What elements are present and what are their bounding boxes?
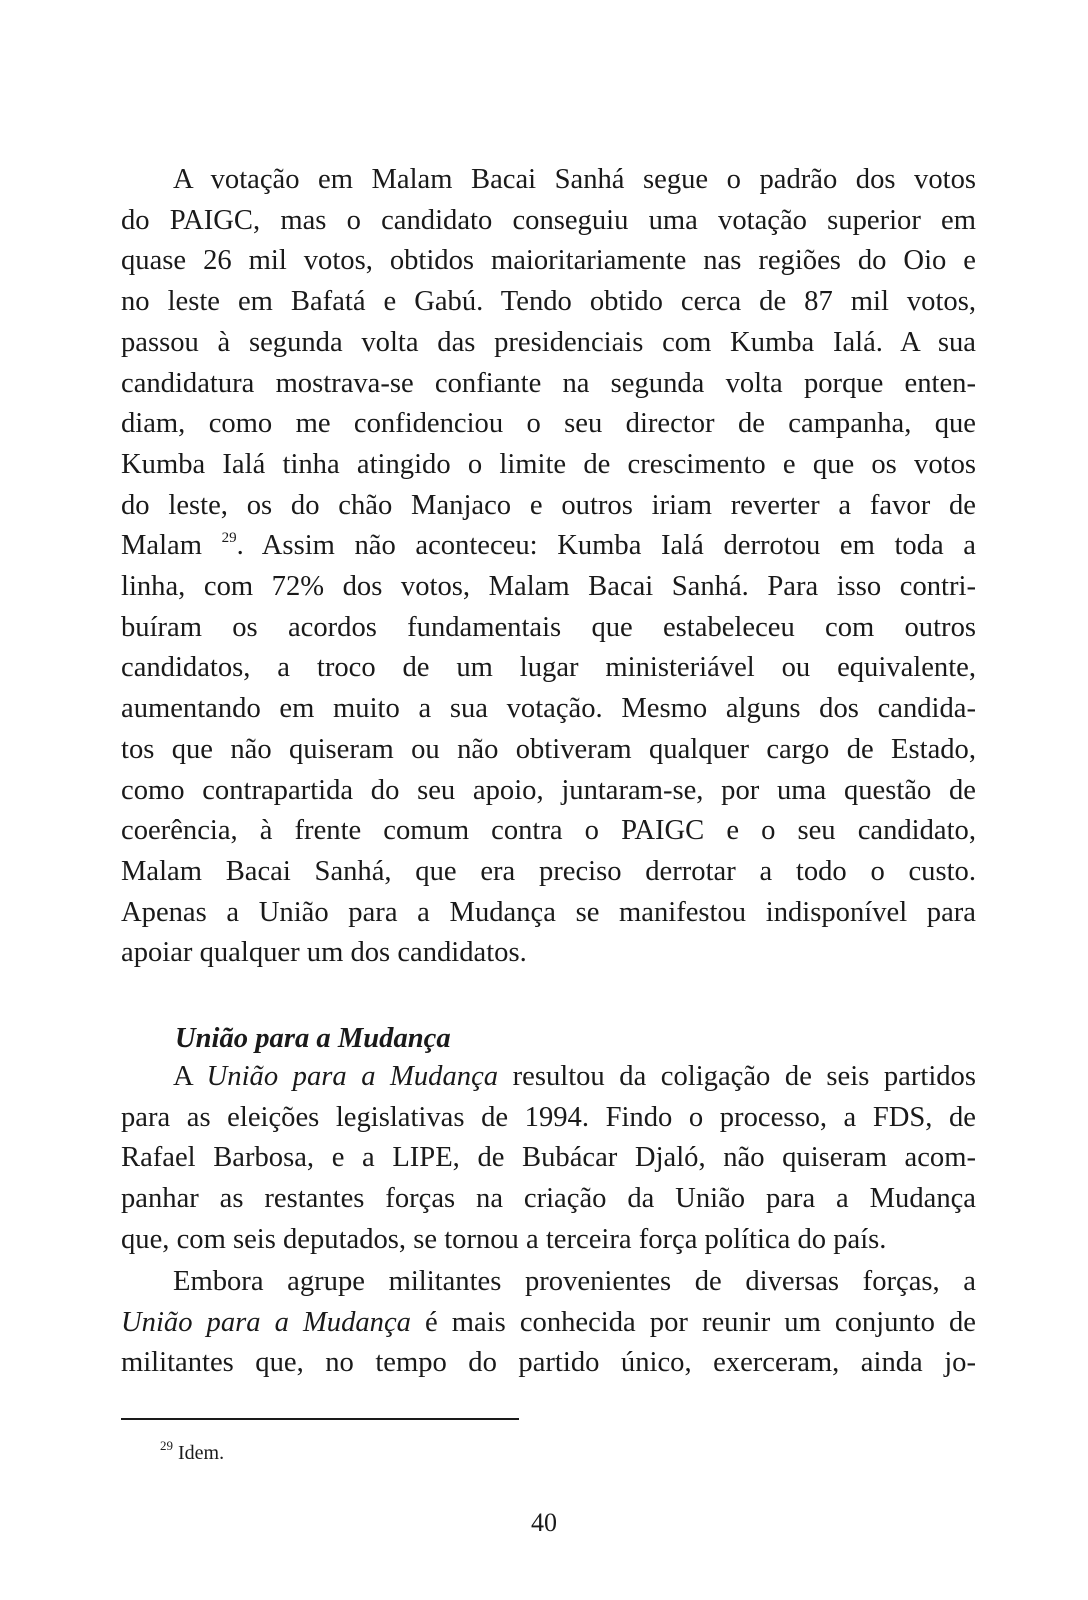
text-line: como contrapartida do seu apoio, juntaram-se, por uma questão de bbox=[121, 774, 976, 806]
text-line-with-footnote bbox=[121, 526, 976, 567]
text-line: tos que não quiseram ou não obtiveram qualquer cargo de Estado, bbox=[121, 733, 976, 765]
text-line: diam, como me confidenciou o seu director de campanha, que bbox=[121, 408, 976, 440]
italic-term: União para a Mudança bbox=[121, 1306, 411, 1338]
text-line: A votação em Malam Bacai Sanhá segue o padrão dos votos bbox=[173, 164, 976, 195]
line-segment: resultou da coligação de seis partidos bbox=[498, 1061, 976, 1092]
paragraph-3 bbox=[121, 1262, 976, 1384]
paragraph-1 bbox=[121, 160, 976, 974]
text-line: buíram os acordos fundamentais que estabeleceu com outros bbox=[121, 611, 976, 643]
text-line: quase 26 mil votos, obtidos maioritariamente nas regiões do Oio e bbox=[121, 245, 976, 277]
text-line: Malam Bacai Sanhá, que era preciso derrotar a todo o custo. bbox=[121, 855, 976, 887]
text-line: apoiar qualquer um dos candidatos. bbox=[121, 937, 527, 969]
line-segment: A bbox=[173, 1061, 207, 1092]
text-line-with-italic bbox=[121, 1303, 976, 1344]
text-line: aumentando em muito a sua votação. Mesmo alguns dos candida- bbox=[121, 693, 976, 725]
footnote-reference: 29 bbox=[221, 529, 237, 546]
text-line: Embora agrupe militantes provenientes de diversas forças, a bbox=[173, 1266, 976, 1297]
footnote-text: Idem. bbox=[173, 1442, 225, 1464]
text-line: que, com seis deputados, se tornou a terceira força política do país. bbox=[121, 1223, 887, 1255]
line-segment: . Assim não aconteceu: Kumba Ialá derrotou em toda a bbox=[236, 530, 976, 562]
text-line: Rafael Barbosa, e a LIPE, de Bubácar Djaló, não quiseram acom- bbox=[121, 1142, 976, 1174]
text-line: passou à segunda volta das presidenciais com Kumba Ialá. A sua bbox=[121, 326, 976, 358]
text-line: linha, com 72% dos votos, Malam Bacai Sanhá. Para isso contri- bbox=[121, 571, 976, 603]
text-line: no leste em Bafatá e Gabú. Tendo obtido cerca de 87 mil votos, bbox=[121, 286, 976, 318]
footnote-number: 29 bbox=[160, 1438, 173, 1454]
text-line: para as eleições legislativas de 1994. Findo o processo, a FDS, de bbox=[121, 1101, 976, 1133]
text-line: militantes que, no tempo do partido único, exerceram, ainda jo- bbox=[121, 1347, 976, 1379]
footnote-separator bbox=[121, 1418, 519, 1420]
text-line: panhar as restantes forças na criação da União para a Mudança bbox=[121, 1183, 976, 1215]
text-line: Kumba Ialá tinha atingido o limite de crescimento e que os votos bbox=[121, 448, 976, 480]
text-line: candidatura mostrava-se confiante na segunda volta porque enten- bbox=[121, 367, 976, 399]
page-number: 40 bbox=[531, 1508, 557, 1537]
text-line: do leste, os do chão Manjaco e outros iriam reverter a favor de bbox=[121, 489, 976, 521]
text-line: candidatos, a troco de um lugar ministeriável ou equivalente, bbox=[121, 652, 976, 684]
paragraph-2 bbox=[121, 1057, 976, 1261]
line-segment: Malam bbox=[121, 530, 222, 562]
footnote bbox=[160, 1438, 224, 1468]
section-heading: União para a Mudança bbox=[175, 1023, 451, 1054]
text-line: Apenas a União para a Mudança se manifestou indisponível para bbox=[121, 896, 976, 928]
text-line: do PAIGC, mas o candidato conseguiu uma votação superior em bbox=[121, 204, 976, 236]
line-segment: é mais conhecida por reunir um conjunto de bbox=[410, 1306, 976, 1338]
italic-term: União para a Mudança bbox=[206, 1061, 499, 1092]
text-line-with-italic bbox=[121, 1057, 976, 1098]
text-line: coerência, à frente comum contra o PAIGC e o seu candidato, bbox=[121, 815, 976, 847]
